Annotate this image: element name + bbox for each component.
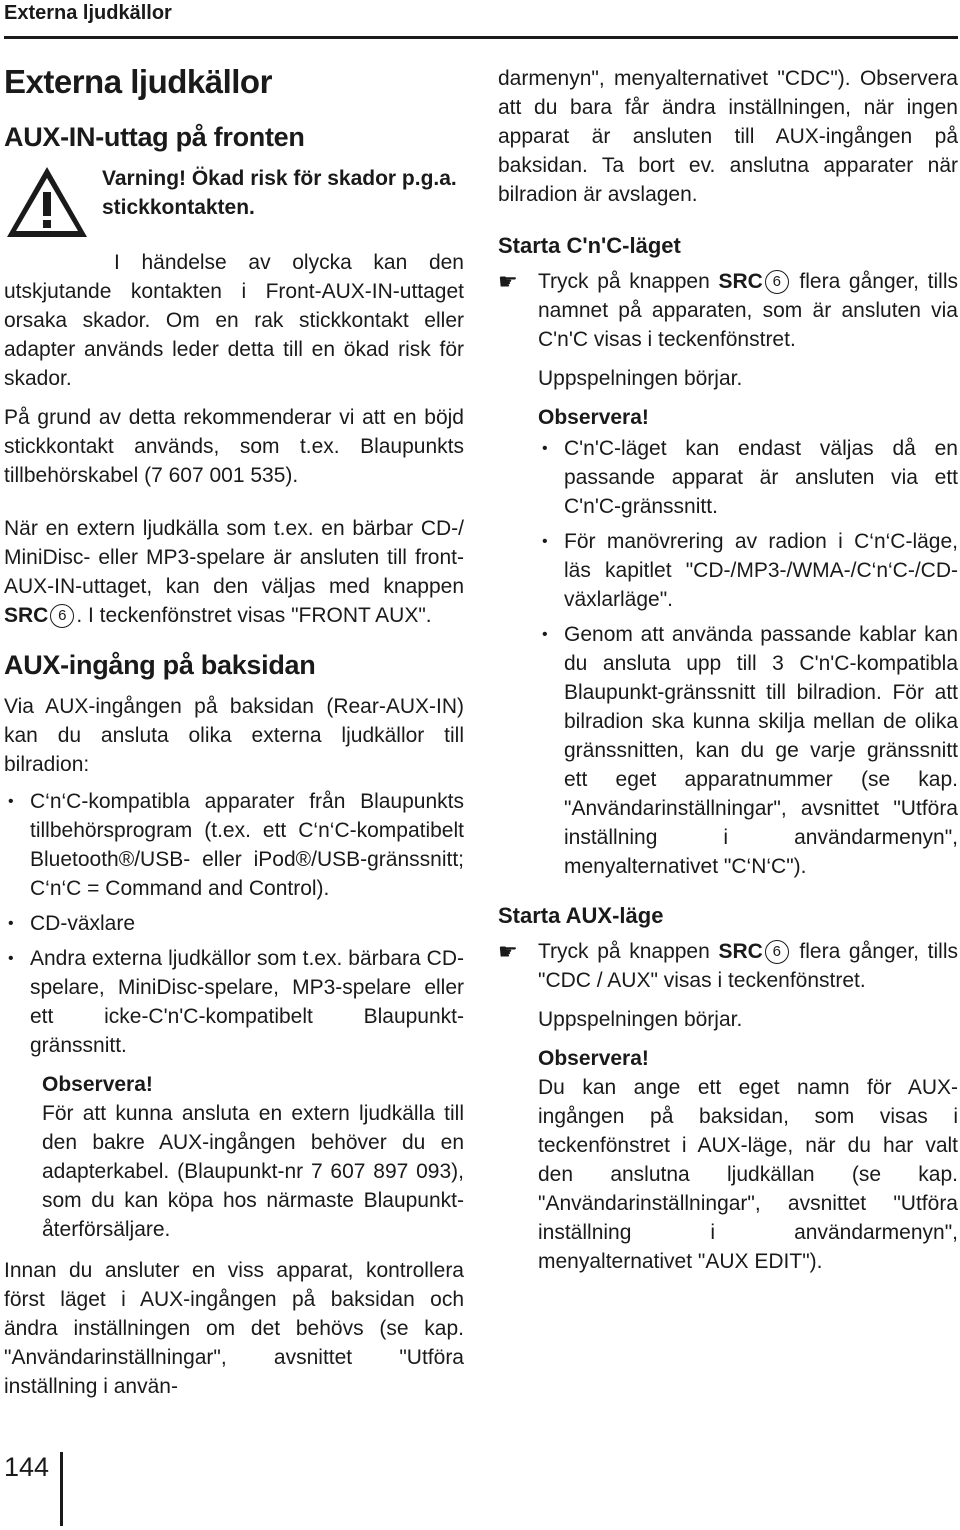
paragraph-check-setting: Innan du ansluter en viss apparat, kontrollera först läget i AUX-ingången på baksidan och ändra inställningen om det behövs (se kap. "Användarinställningar", avsnittet "Utföra inställning i använ- <box>4 1259 464 1398</box>
paragraph-continuation: darmenyn", menyalternativet "CDC"). Observera att du bara får ändra inställningen, när ingen apparat är ansluten till AUX-ingången på baksidan. Ta bort ev. anslutna apparater när bilradion är avslagen. <box>498 67 958 206</box>
instruction-step-cnc: ☛ Tryck på knappen SRC 6 flera gånger, tills namnet på apparaten, som är ansluten via C'n'C visas i teckenfönstret. Uppspelningen börjar. Observera! • C'n'C-läget kan endast väljas då en passande apparat är ansluten via ett C'n'C-gränssnitt. • För manövrering av radion i C‘n‘C-läge, läs kapitlet "CD-/MP3-/WMA-/C‘n‘C-/CD-växlarläge". • Genom att använda passande kablar kan du ansluta upp till 3 C'n'C-kompatibla Blaupunkt-gränssnitt till bilradion. För att bilradion ska kunna skilja mellan de olika gränssnitten, kan du ge varje gränssnitt ett eget apparatnummer (se kap. "Användarinställningar", avsnittet "Utföra inställning i användarmenyn", menyalternativet "C‘N‘C"). <box>498 267 958 881</box>
src-key-label: SRC <box>4 604 49 627</box>
list-item: • C‘n‘C-kompatibla apparater från Blaupunkts tillbehörsprogram (t.ex. ett C‘n‘C-kompatibelt Bluetooth®/USB- eller iPod®/USB-gränssnitt; C‘n‘C = Command and Control). <box>4 787 464 903</box>
note-block-adapter <box>42 1070 464 1244</box>
pointing-hand-icon: ☛ <box>498 939 518 964</box>
instruction-step-aux: ☛ Tryck på knappen SRC 6 flera gånger, tills "CDC / AUX" visas i teckenfönstret. Uppspelningen börjar. Observera! Du kan ange ett eget namn för AUX-ingången på baksidan, som visas i teckenfönstret i AUX-läge, när du har valt den anslutna ljudkällan (se kap. "Användarinställningar", avsnittet "Utföra inställning i användarmenyn", menyalternativet "AUX EDIT"). <box>498 937 958 1276</box>
list-item: • C'n'C-läget kan endast väljas då en passande apparat är ansluten via ett C'n'C-gränssnitt. <box>538 434 958 521</box>
section-heading-cnc-mode: Starta C'n'C-läget <box>498 233 681 258</box>
note-text: För att kunna ansluta en extern ljudkälla till den bakre AUX-ingången behöver du en adapterkabel. (Blaupunkt-nr 7 607 897 093), som du kan köpa hos närmaste Blaupunkt-återförsäljare. <box>42 1102 464 1241</box>
header-rule <box>4 36 958 39</box>
list-item: • Andra externa ljudkällor som t.ex. bärbara CD-spelare, MiniDisc-spelare, MP3-spelare eller ett icke-C'n'C-kompatibelt Blaupunkt-gränssnitt. <box>4 944 464 1060</box>
paragraph-cable-recommendation: På grund av detta rekommenderar vi att en böjd stickkontakt används, som t.ex. Blaupunkts tillbehörskabel (7 607 001 535). <box>4 406 464 487</box>
paragraph-rear-aux-intro: Via AUX-ingången på baksidan (Rear-AUX-IN) kan du ansluta olika externa ljudkällor till bilradion: <box>4 695 464 776</box>
rear-aux-source-list <box>4 787 464 1060</box>
step-result: Uppspelningen börjar. <box>538 1008 743 1031</box>
running-header: Externa ljudkällor <box>4 2 172 24</box>
src-key-label: SRC <box>718 270 763 293</box>
step-result: Uppspelningen börjar. <box>538 367 743 390</box>
note-label: Observera! <box>538 1047 649 1070</box>
list-item: • CD-växlare <box>4 909 464 938</box>
button-number-badge: 6 <box>765 270 789 294</box>
button-number-badge: 6 <box>50 604 74 628</box>
note-label: Observera! <box>42 1073 153 1096</box>
section-heading-rear-aux: AUX-ingång på baksidan <box>4 650 316 680</box>
note-label: Observera! <box>538 406 649 429</box>
page-number-rule <box>60 1452 63 1526</box>
section-heading-front-aux: AUX-IN-uttag på fronten <box>4 122 305 152</box>
pointing-hand-icon: ☛ <box>498 269 518 294</box>
paragraph-front-aux: När en extern ljudkälla som t.ex. en bärbar CD-/ MiniDisc- eller MP3-spelare är ansluten till front-AUX-IN-uttaget, kan den väljas med knappen SRC 6 . I teckenfönstret visas "FRONT AUX". <box>4 517 464 627</box>
list-item: • Genom att använda passande kablar kan du ansluta upp till 3 C'n'C-kompatibla Blaupunkt-gränssnitt till bilradion. För att bilradion ska kunna skilja mellan de olika gränssnitten, kan du ge varje gränssnitt ett eget apparatnummer (se kap. "Användarinställningar", avsnittet "Utföra inställning i användarmenyn", menyalternativet "C‘N‘C"). <box>538 620 958 881</box>
page-title: Externa ljudkällor <box>4 63 272 100</box>
warning-title: Varning! Ökad risk för skador p.g.a. stickkontakten. <box>102 167 457 219</box>
left-column <box>4 62 464 1401</box>
cnc-note-list <box>538 434 958 881</box>
note-text: Du kan ange ett eget namn för AUX-ingången på baksidan, som visas i teckenfönstret i AUX-läge, när du har valt den anslutna ljudkällan (se kap. "Användarinställningar", avsnittet "Utföra inställning i användarmenyn", menyalternativet "AUX EDIT"). <box>538 1076 958 1273</box>
list-item: • För manövrering av radion i C‘n‘C-läge, läs kapitlet "CD-/MP3-/WMA-/C‘n‘C-/CD-växlarläge". <box>538 527 958 614</box>
button-number-badge: 6 <box>765 940 789 964</box>
page-number: 144 <box>4 1452 50 1482</box>
warning-block <box>4 164 464 234</box>
warning-triangle-icon <box>4 164 90 240</box>
src-key-label: SRC <box>718 940 763 963</box>
warning-text: I händelse av olycka kan den utskjutande kontakten i Front-AUX-IN-uttaget orsaka skador. Om en rak stickkontakt eller adapter används leder detta till en ökad risk för skador. <box>4 251 464 390</box>
right-column <box>498 64 958 1276</box>
section-heading-aux-mode: Starta AUX-läge <box>498 903 664 928</box>
